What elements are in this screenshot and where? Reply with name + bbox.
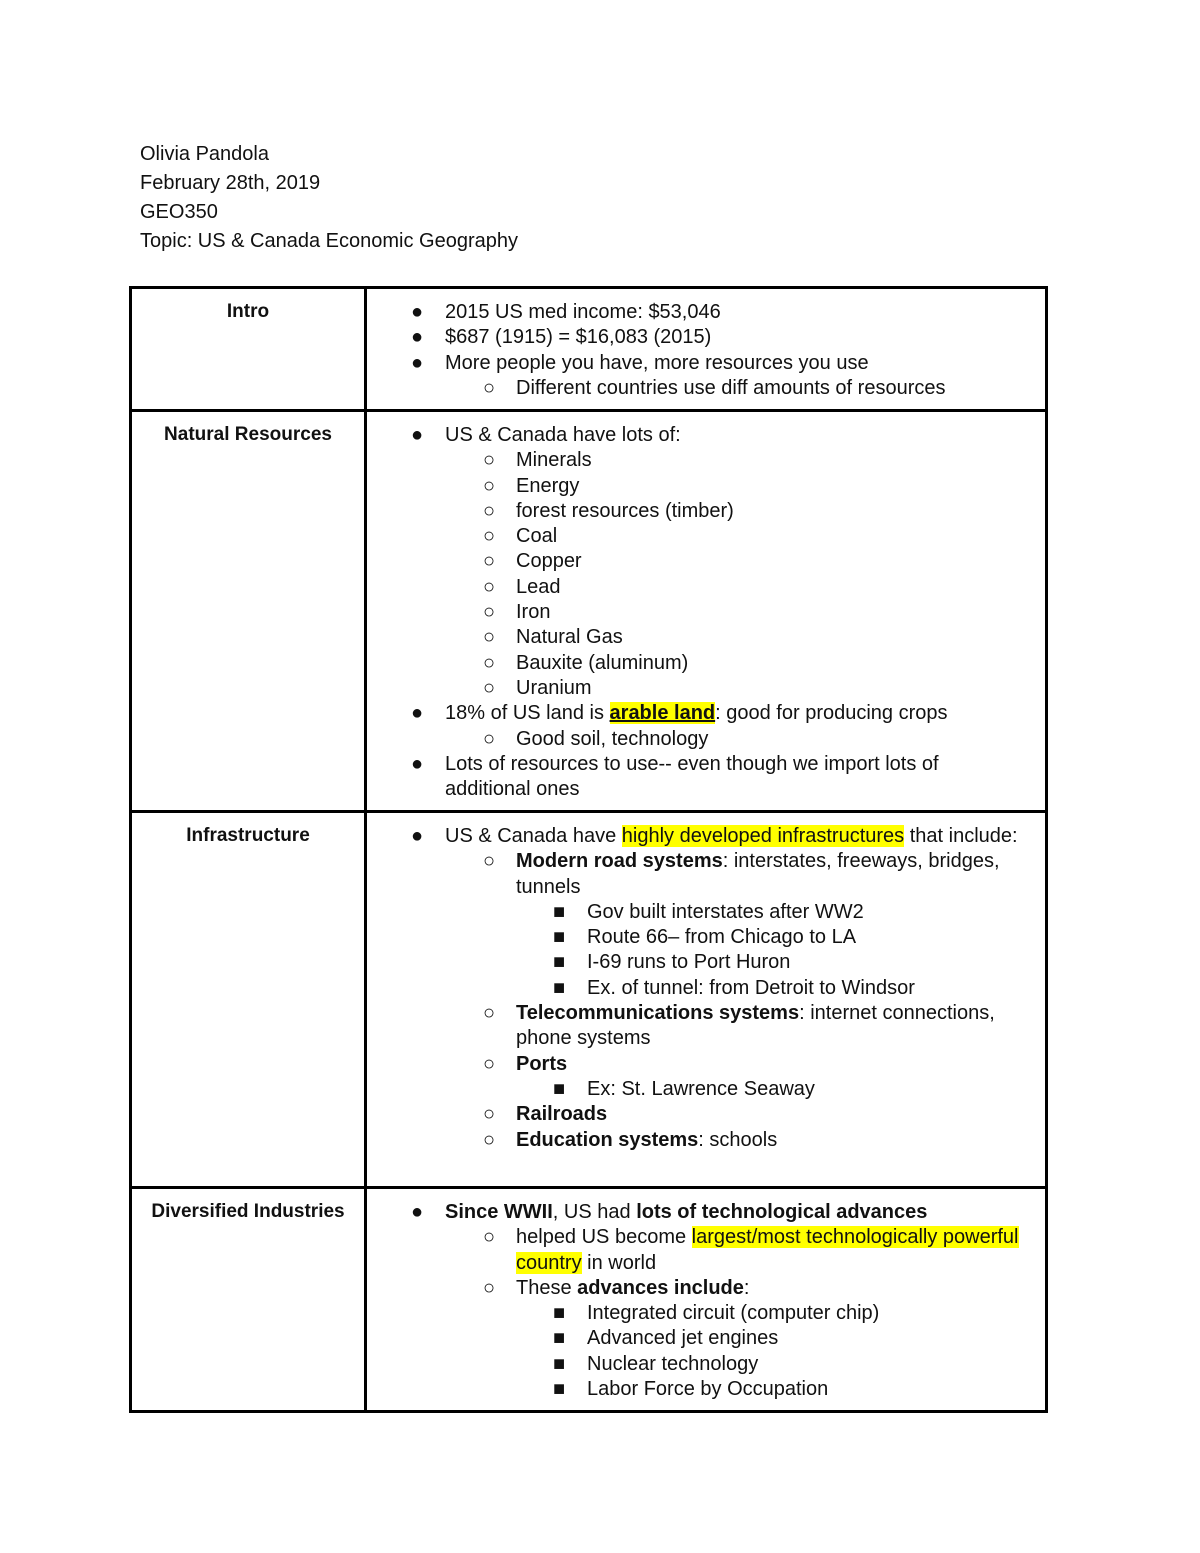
row-label: Diversified Industries: [131, 1188, 366, 1412]
list-item: ● Lots of resources to use-- even though we import lots of additional ones: [412, 752, 1025, 803]
highlighted-term: arable land: [609, 702, 716, 725]
filled-square-bullet-icon: ■: [552, 1077, 566, 1100]
list-item: ■ Route 66– from Chicago to LA: [412, 925, 1025, 950]
hollow-circle-bullet-icon: ○: [482, 601, 496, 624]
hollow-circle-bullet-icon: ○: [482, 474, 496, 497]
row-content: [366, 411, 1047, 812]
filled-square-bullet-icon: ■: [552, 1302, 566, 1325]
topic-line: Topic: US & Canada Economic Geography: [140, 230, 518, 252]
hollow-circle-bullet-icon: ○: [482, 1276, 496, 1299]
filled-circle-bullet-icon: ●: [410, 825, 424, 847]
list-item: ● 18% of US land is arable land: good for producing crops ○ Good soil, technology: [412, 701, 1025, 752]
list-item: ■ Integrated circuit (computer chip): [412, 1301, 1025, 1326]
highlighted-term: highly developed infrastructures: [621, 825, 905, 847]
list-item: ● US & Canada have highly developed infrastructures that include: ○ Modern road systems: interstates, freeways, bridges, tunnels ■ Gov built interstates after WW2 ■ Route 66– from Chicago to LA ■ I-69 runs to Port Huron ■ Ex. of tunnel: from Detroit to Windsor ○ Telecommunications systems: internet connections, phone systems ○ Ports ■ Ex: St. Lawrence Seaway ○ Railroads ○ Education systems: schools: [412, 824, 1025, 1153]
hollow-circle-bullet-icon: ○: [482, 499, 496, 522]
hollow-circle-bullet-icon: ○: [482, 1226, 496, 1249]
filled-square-bullet-icon: ■: [552, 976, 566, 999]
list-item: ○ Telecommunications systems: internet connections, phone systems: [412, 1001, 1025, 1052]
row-label: Intro: [131, 288, 366, 411]
table-row: [131, 812, 1047, 1188]
list-item: ○ Lead: [412, 575, 1025, 600]
course-code: GEO350: [140, 201, 218, 223]
row-label: Infrastructure: [131, 812, 366, 1188]
table-row: [131, 1188, 1047, 1412]
list-item: ■ Ex: St. Lawrence Seaway: [412, 1077, 1025, 1102]
list-item: ● Since WWII, US had lots of technological advances ○ helped US become largest/most technologically powerful country in world ○ These advances include: ■ Integrated circuit (computer chip) ■ Advanced jet engines ■ Nuclear technology ■ Labor Force by Occupation: [412, 1200, 1025, 1402]
filled-square-bullet-icon: ■: [552, 900, 566, 923]
list-item: ○ Ports ■ Ex: St. Lawrence Seaway: [412, 1052, 1025, 1103]
list-item: ■ Advanced jet engines: [412, 1326, 1025, 1351]
table-row: [131, 288, 1047, 411]
filled-circle-bullet-icon: ●: [410, 326, 424, 349]
hollow-circle-bullet-icon: ○: [482, 575, 496, 598]
list-item: ○ helped US become largest/most technologically powerful country in world: [412, 1225, 1025, 1276]
row-content: [366, 288, 1047, 411]
row-content: [366, 812, 1047, 1188]
hollow-circle-bullet-icon: ○: [482, 651, 496, 674]
list-item: ● $687 (1915) = $16,083 (2015): [412, 325, 1025, 350]
filled-square-bullet-icon: ■: [552, 1352, 566, 1375]
filled-square-bullet-icon: ■: [552, 926, 566, 949]
filled-circle-bullet-icon: ●: [410, 301, 424, 323]
list-item: ○ forest resources (timber): [412, 499, 1025, 524]
list-item: ○ Good soil, technology: [412, 727, 1025, 752]
author-name: Olivia Pandola: [140, 143, 269, 165]
hollow-circle-bullet-icon: ○: [482, 1103, 496, 1126]
highlighted-term: largest/most technologically powerful country: [516, 1226, 1019, 1274]
hollow-circle-bullet-icon: ○: [482, 449, 496, 472]
list-item: ■ Nuclear technology: [412, 1352, 1025, 1377]
filled-circle-bullet-icon: ●: [410, 752, 424, 775]
hollow-circle-bullet-icon: ○: [482, 727, 496, 750]
hollow-circle-bullet-icon: ○: [482, 850, 496, 873]
hollow-circle-bullet-icon: ○: [482, 1002, 496, 1025]
filled-circle-bullet-icon: ●: [410, 702, 424, 725]
list-item: ○ Coal: [412, 524, 1025, 549]
header-block: [140, 140, 518, 256]
list-item: ○ Copper: [412, 549, 1025, 574]
list-item: ■ Labor Force by Occupation: [412, 1377, 1025, 1402]
filled-square-bullet-icon: ■: [552, 951, 566, 974]
filled-circle-bullet-icon: ●: [410, 1201, 424, 1223]
filled-square-bullet-icon: ■: [552, 1327, 566, 1350]
hollow-circle-bullet-icon: ○: [482, 550, 496, 573]
list-item: ○ Minerals: [412, 448, 1025, 473]
list-item: ○ Iron: [412, 600, 1025, 625]
list-item: ● More people you have, more resources you use ○ Different countries use diff amounts of resources: [412, 351, 1025, 402]
list-item: ■ Gov built interstates after WW2: [412, 900, 1025, 925]
list-item: ● 2015 US med income: $53,046: [412, 300, 1025, 325]
row-content: [366, 1188, 1047, 1412]
list-item: ● US & Canada have lots of: ○ Minerals ○ Energy ○ forest resources (timber) ○ Coal ○ Copper ○ Lead ○ Iron ○ Natural Gas ○ Bauxite (aluminum) ○ Uranium: [412, 423, 1025, 701]
list-item: ○ Modern road systems: interstates, freeways, bridges, tunnels ■ Gov built interstates after WW2 ■ Route 66– from Chicago to LA ■ I-69 runs to Port Huron ■ Ex. of tunnel: from Detroit to Windsor: [412, 849, 1025, 1001]
hollow-circle-bullet-icon: ○: [482, 525, 496, 548]
list-item: ○ Different countries use diff amounts of resources: [412, 376, 1025, 401]
list-item: ○ These advances include: ■ Integrated circuit (computer chip) ■ Advanced jet engines ■ Nuclear technology ■ Labor Force by Occupation: [412, 1276, 1025, 1402]
table-row: [131, 411, 1047, 812]
list-item: ■ Ex. of tunnel: from Detroit to Windsor: [412, 976, 1025, 1001]
hollow-circle-bullet-icon: ○: [482, 376, 496, 399]
list-item: ○ Education systems: schools: [412, 1128, 1025, 1153]
list-item: ■ I-69 runs to Port Huron: [412, 950, 1025, 975]
filled-circle-bullet-icon: ●: [410, 424, 424, 446]
list-item: ○ Uranium: [412, 676, 1025, 701]
list-item: ○ Energy: [412, 474, 1025, 499]
list-item: ○ Bauxite (aluminum): [412, 651, 1025, 676]
list-item: ○ Natural Gas: [412, 625, 1025, 650]
filled-circle-bullet-icon: ●: [410, 351, 424, 374]
hollow-circle-bullet-icon: ○: [482, 676, 496, 699]
row-label: Natural Resources: [131, 411, 366, 812]
filled-square-bullet-icon: ■: [552, 1378, 566, 1401]
date: February 28th, 2019: [140, 172, 321, 194]
list-item: ○ Railroads: [412, 1102, 1025, 1127]
hollow-circle-bullet-icon: ○: [482, 1052, 496, 1075]
hollow-circle-bullet-icon: ○: [482, 1128, 496, 1151]
hollow-circle-bullet-icon: ○: [482, 626, 496, 649]
notes-table: [129, 286, 1048, 1413]
